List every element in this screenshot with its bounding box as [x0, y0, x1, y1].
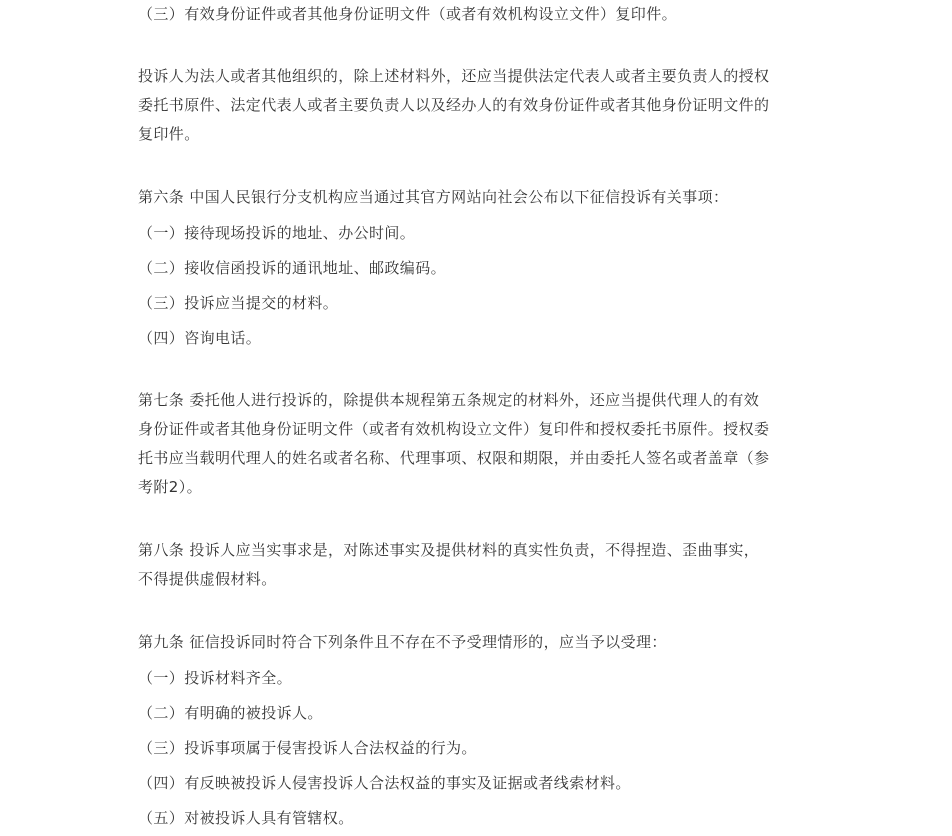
- paragraph-line: 不得提供虚假材料。: [138, 570, 277, 588]
- list-item: （四）有反映被投诉人侵害投诉人合法权益的事实及证据或者线索材料。: [138, 774, 631, 792]
- list-item: （五）对被投诉人具有管辖权。: [138, 809, 354, 827]
- article-6: [138, 183, 818, 356]
- paragraph-line: 委托书原件、法定代表人或者主要负责人以及经办人的有效身份证件或者其他身份证明文件的: [138, 96, 770, 114]
- paragraph-line: 托书应当载明代理人的姓名或者名称、代理事项、权限和期限，并由委托人签名或者盖章（参: [138, 449, 770, 467]
- list-item: （一）投诉材料齐全。: [138, 669, 293, 687]
- article-heading: 第六条 中国人民银行分支机构应当通过其官方网站向社会公布以下征信投诉有关事项：: [138, 188, 729, 206]
- list-item: （一）接待现场投诉的地址、办公时间。: [138, 224, 416, 242]
- paragraph-line: 第七条 委托他人进行投诉的，除提供本规程第五条规定的材料外，还应当提供代理人的有效: [138, 391, 760, 409]
- list-item: （四）咨询电话。: [138, 329, 262, 347]
- article-heading: 第九条 征信投诉同时符合下列条件且不存在不予受理情形的，应当予以受理：: [138, 633, 667, 651]
- list-item: （三）投诉事项属于侵害投诉人合法权益的行为。: [138, 739, 477, 757]
- article-7: [138, 386, 818, 502]
- article5-paragraph: [138, 62, 818, 149]
- paragraph-line: 复印件。: [138, 125, 200, 143]
- list-item: （二）有明确的被投诉人。: [138, 704, 323, 722]
- list-item: （二）接收信函投诉的通讯地址、邮政编码。: [138, 259, 447, 277]
- article5-item-3: （三）有效身份证件或者其他身份证明文件（或者有效机构设立文件）复印件。: [138, 5, 678, 23]
- article-8: [138, 536, 818, 594]
- paragraph-line: 考附2）。: [138, 478, 203, 496]
- paragraph-line: 身份证件或者其他身份证明文件（或者有效机构设立文件）复印件和授权委托书原件。授权委: [138, 420, 770, 438]
- article-9: [138, 628, 818, 836]
- document-body: [138, 0, 818, 836]
- list-item: （三）投诉应当提交的材料。: [138, 294, 339, 312]
- paragraph-line: 第八条 投诉人应当实事求是，对陈述事实及提供材料的真实性负责，不得捏造、歪曲事实，: [138, 541, 760, 559]
- paragraph-line: 投诉人为法人或者其他组织的，除上述材料外，还应当提供法定代表人或者主要负责人的授权: [138, 67, 770, 85]
